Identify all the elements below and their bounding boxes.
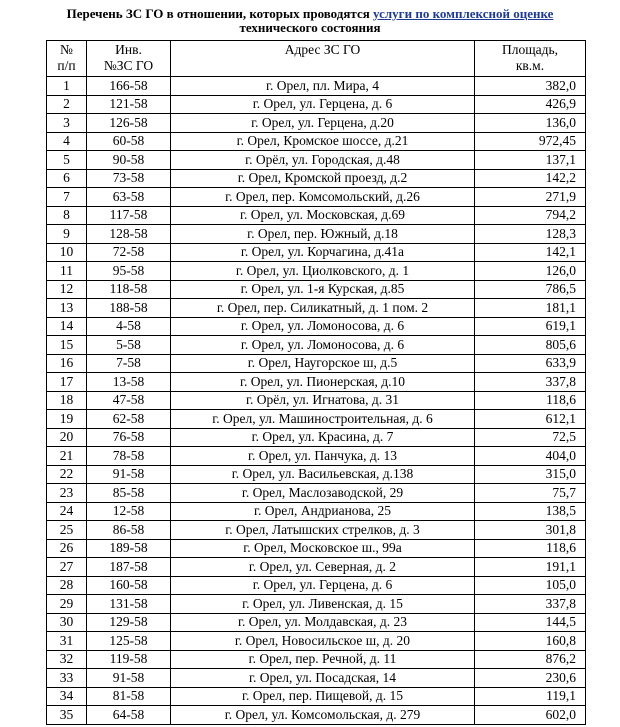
row-inventory: 85-58: [87, 484, 171, 503]
table-row: [47, 650, 586, 669]
table-row: [47, 151, 586, 170]
row-address: г. Орел, ул. 1-я Курская, д.85: [171, 280, 475, 299]
row-number: 8: [47, 206, 87, 225]
row-number: 2: [47, 95, 87, 114]
row-inventory: 131-58: [87, 595, 171, 614]
table-row: [47, 484, 586, 503]
row-number: 16: [47, 354, 87, 373]
row-number: 7: [47, 188, 87, 207]
row-number: 3: [47, 114, 87, 133]
row-area: 105,0: [475, 576, 586, 595]
header-address: Адрес ЗС ГО: [171, 41, 475, 77]
row-address: г. Орел, ул. Герцена, д. 6: [171, 576, 475, 595]
table-row: [47, 114, 586, 133]
row-area: 72,5: [475, 428, 586, 447]
row-area: 876,2: [475, 650, 586, 669]
row-area: 404,0: [475, 447, 586, 466]
row-number: 4: [47, 132, 87, 151]
row-number: 15: [47, 336, 87, 355]
row-area: 602,0: [475, 706, 586, 725]
row-area: 271,9: [475, 188, 586, 207]
row-area: 75,7: [475, 484, 586, 503]
header-area: Площадь, кв.м.: [475, 41, 586, 77]
document-title: [0, 7, 620, 35]
row-area: 118,6: [475, 391, 586, 410]
row-address: г. Орел, Кромской проезд, д.2: [171, 169, 475, 188]
row-area: 144,5: [475, 613, 586, 632]
row-number: 35: [47, 706, 87, 725]
row-inventory: 189-58: [87, 539, 171, 558]
table-row: [47, 428, 586, 447]
row-area: 612,1: [475, 410, 586, 429]
title-link[interactable]: услуги по комплексной оценке: [373, 6, 554, 21]
row-address: г. Орел, Латышских стрелков, д. 3: [171, 521, 475, 540]
row-address: г. Орел, ул. Герцена, д.20: [171, 114, 475, 133]
row-area: 426,9: [475, 95, 586, 114]
table-row: [47, 188, 586, 207]
row-inventory: 60-58: [87, 132, 171, 151]
table-row: [47, 521, 586, 540]
table-row: [47, 77, 586, 96]
row-inventory: 90-58: [87, 151, 171, 170]
table-row: [47, 669, 586, 688]
row-area: 128,3: [475, 225, 586, 244]
row-address: г. Орел, Наугорское ш, д.5: [171, 354, 475, 373]
row-number: 22: [47, 465, 87, 484]
row-inventory: 166-58: [87, 77, 171, 96]
row-address: г. Орел, ул. Васильевская, д.138: [171, 465, 475, 484]
row-address: г. Орел, пер. Комсомольский, д.26: [171, 188, 475, 207]
row-address: г. Орел, ул. Ломоносова, д. 6: [171, 336, 475, 355]
row-inventory: 72-58: [87, 243, 171, 262]
row-area: 382,0: [475, 77, 586, 96]
row-address: г. Орел, ул. Пионерская, д.10: [171, 373, 475, 392]
row-number: 13: [47, 299, 87, 318]
row-number: 31: [47, 632, 87, 651]
table-row: [47, 576, 586, 595]
row-address: г. Орел, пер. Пищевой, д. 15: [171, 687, 475, 706]
table-row: [47, 595, 586, 614]
row-number: 14: [47, 317, 87, 336]
row-number: 5: [47, 151, 87, 170]
row-number: 10: [47, 243, 87, 262]
row-address: г. Орел, Маслозаводской, 29: [171, 484, 475, 503]
table-row: [47, 95, 586, 114]
table-row: [47, 243, 586, 262]
table-row: [47, 169, 586, 188]
row-number: 9: [47, 225, 87, 244]
row-address: г. Орел, ул. Посадская, 14: [171, 669, 475, 688]
table-row: [47, 465, 586, 484]
row-address: г. Орел, ул. Комсомольская, д. 279: [171, 706, 475, 725]
row-inventory: 188-58: [87, 299, 171, 318]
row-area: 301,8: [475, 521, 586, 540]
shelters-table: [46, 40, 586, 725]
row-number: 12: [47, 280, 87, 299]
row-number: 19: [47, 410, 87, 429]
table-row: [47, 132, 586, 151]
row-area: 119,1: [475, 687, 586, 706]
row-address: г. Орел, Новосильское ш, д. 20: [171, 632, 475, 651]
row-inventory: 86-58: [87, 521, 171, 540]
row-inventory: 12-58: [87, 502, 171, 521]
table-row: [47, 280, 586, 299]
row-area: 794,2: [475, 206, 586, 225]
row-area: 315,0: [475, 465, 586, 484]
table-row: [47, 317, 586, 336]
row-number: 34: [47, 687, 87, 706]
row-area: 126,0: [475, 262, 586, 281]
header-inventory: Инв. №ЗС ГО: [87, 41, 171, 77]
table-row: [47, 706, 586, 725]
row-inventory: 160-58: [87, 576, 171, 595]
table-row: [47, 225, 586, 244]
row-number: 18: [47, 391, 87, 410]
row-number: 23: [47, 484, 87, 503]
table-row: [47, 558, 586, 577]
row-number: 30: [47, 613, 87, 632]
row-inventory: 73-58: [87, 169, 171, 188]
row-inventory: 125-58: [87, 632, 171, 651]
row-inventory: 118-58: [87, 280, 171, 299]
row-number: 6: [47, 169, 87, 188]
row-inventory: 47-58: [87, 391, 171, 410]
row-address: г. Орел, Московское ш., 99а: [171, 539, 475, 558]
row-inventory: 7-58: [87, 354, 171, 373]
row-number: 20: [47, 428, 87, 447]
row-inventory: 76-58: [87, 428, 171, 447]
row-address: г. Орел, пер. Силикатный, д. 1 пом. 2: [171, 299, 475, 318]
row-number: 28: [47, 576, 87, 595]
row-address: г. Орел, ул. Герцена, д. 6: [171, 95, 475, 114]
row-area: 337,8: [475, 595, 586, 614]
row-area: 191,1: [475, 558, 586, 577]
row-inventory: 91-58: [87, 669, 171, 688]
table-header-row: [47, 41, 586, 77]
row-number: 11: [47, 262, 87, 281]
table-row: [47, 447, 586, 466]
row-number: 29: [47, 595, 87, 614]
row-area: 181,1: [475, 299, 586, 318]
row-inventory: 187-58: [87, 558, 171, 577]
row-area: 142,1: [475, 243, 586, 262]
row-address: г. Орел, ул. Московская, д.69: [171, 206, 475, 225]
row-inventory: 121-58: [87, 95, 171, 114]
row-address: г. Орел, ул. Красина, д. 7: [171, 428, 475, 447]
table-row: [47, 613, 586, 632]
row-address: г. Орел, ул. Северная, д. 2: [171, 558, 475, 577]
row-number: 32: [47, 650, 87, 669]
row-inventory: 129-58: [87, 613, 171, 632]
row-number: 24: [47, 502, 87, 521]
table-row: [47, 373, 586, 392]
row-area: 786,5: [475, 280, 586, 299]
row-address: г. Орел, ул. Циолковского, д. 1: [171, 262, 475, 281]
row-area: 136,0: [475, 114, 586, 133]
table-row: [47, 632, 586, 651]
row-number: 26: [47, 539, 87, 558]
row-area: 142,2: [475, 169, 586, 188]
row-area: 138,5: [475, 502, 586, 521]
row-inventory: 5-58: [87, 336, 171, 355]
table-row: [47, 206, 586, 225]
table-row: [47, 262, 586, 281]
row-inventory: 128-58: [87, 225, 171, 244]
row-inventory: 119-58: [87, 650, 171, 669]
table-row: [47, 391, 586, 410]
table-row: [47, 336, 586, 355]
row-area: 118,6: [475, 539, 586, 558]
row-inventory: 62-58: [87, 410, 171, 429]
row-address: г. Орел, ул. Корчагина, д.41а: [171, 243, 475, 262]
row-number: 25: [47, 521, 87, 540]
row-area: 972,45: [475, 132, 586, 151]
row-inventory: 126-58: [87, 114, 171, 133]
row-address: г. Орел, ул. Ливенская, д. 15: [171, 595, 475, 614]
row-area: 619,1: [475, 317, 586, 336]
row-area: 633,9: [475, 354, 586, 373]
row-number: 27: [47, 558, 87, 577]
row-inventory: 4-58: [87, 317, 171, 336]
row-address: г. Орёл, ул. Городская, д.48: [171, 151, 475, 170]
row-area: 337,8: [475, 373, 586, 392]
row-inventory: 78-58: [87, 447, 171, 466]
row-inventory: 63-58: [87, 188, 171, 207]
table-row: [47, 539, 586, 558]
row-inventory: 117-58: [87, 206, 171, 225]
row-address: г. Орёл, ул. Игнатова, д. 31: [171, 391, 475, 410]
row-number: 17: [47, 373, 87, 392]
row-number: 21: [47, 447, 87, 466]
row-area: 160,8: [475, 632, 586, 651]
table-row: [47, 410, 586, 429]
row-address: г. Орел, Кромское шоссе, д.21: [171, 132, 475, 151]
row-address: г. Орел, ул. Машиностроительная, д. 6: [171, 410, 475, 429]
table-row: [47, 299, 586, 318]
title-line2: технического состояния: [239, 20, 381, 35]
row-inventory: 91-58: [87, 465, 171, 484]
row-address: г. Орел, ул. Молдавская, д. 23: [171, 613, 475, 632]
row-area: 805,6: [475, 336, 586, 355]
title-prefix: Перечень ЗС ГО в отношении, которых проводятся: [66, 6, 374, 21]
row-number: 33: [47, 669, 87, 688]
row-inventory: 13-58: [87, 373, 171, 392]
row-area: 230,6: [475, 669, 586, 688]
table-row: [47, 502, 586, 521]
header-number: № п/п: [47, 41, 87, 77]
row-inventory: 64-58: [87, 706, 171, 725]
row-address: г. Орел, пер. Южный, д.18: [171, 225, 475, 244]
row-address: г. Орел, ул. Ломоносова, д. 6: [171, 317, 475, 336]
row-area: 137,1: [475, 151, 586, 170]
row-address: г. Орел, пер. Речной, д. 11: [171, 650, 475, 669]
row-number: 1: [47, 77, 87, 96]
table-row: [47, 354, 586, 373]
row-address: г. Орел, Андрианова, 25: [171, 502, 475, 521]
row-inventory: 95-58: [87, 262, 171, 281]
row-inventory: 81-58: [87, 687, 171, 706]
row-address: г. Орел, ул. Панчука, д. 13: [171, 447, 475, 466]
table-row: [47, 687, 586, 706]
row-address: г. Орел, пл. Мира, 4: [171, 77, 475, 96]
